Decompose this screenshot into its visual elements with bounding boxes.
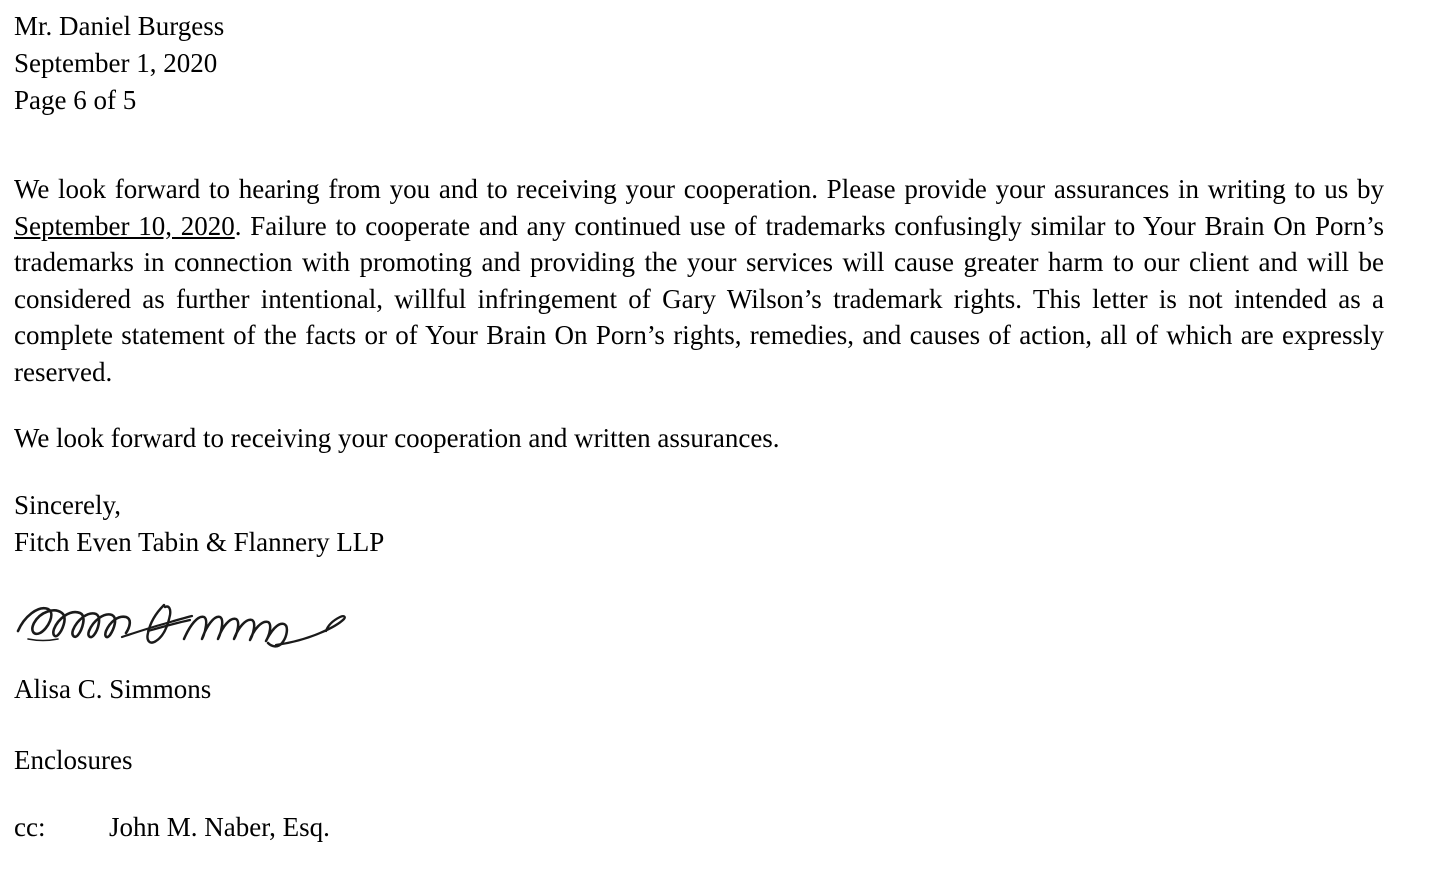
cc-recipient: John M. Naber, Esq.	[109, 811, 330, 842]
paragraph-assurances-part-2: . Failure to cooperate and any continued use of trademarks confusingly similar to Your Brain On Porn’s trademarks in connection with promoting and providing the your services will cause greater harm to our client and will be considered as further intentional, willful infringement of Gary Wilson’s trademark rights. This letter is not intended as a complete statement of the facts or of Your Brain On Porn’s rights, remedies, and causes of action, all of which are expressly reserved.	[14, 210, 1384, 387]
signature-block	[14, 587, 1384, 671]
cc-row	[14, 809, 1384, 846]
closing-salutation: Sincerely,	[14, 489, 121, 520]
deadline-date: September 10, 2020	[14, 210, 235, 241]
cc-label: cc:	[14, 811, 46, 842]
signature-image	[14, 587, 374, 657]
enclosures-label: Enclosures	[14, 744, 133, 775]
spacer-before-cc	[14, 779, 1384, 809]
closing-firm-name: Fitch Even Tabin & Flannery LLP	[14, 526, 385, 557]
paragraph-closing-request: We look forward to receiving your cooperation and written assurances.	[14, 423, 780, 453]
signer-name: Alisa C. Simmons	[14, 673, 212, 704]
spacer-before-closing	[14, 457, 1384, 487]
letter-content	[14, 8, 1384, 846]
letter-date: September 1, 2020	[14, 48, 218, 78]
paragraph-assurances	[14, 171, 1384, 390]
page-number: Page 6 of 5	[14, 85, 137, 115]
spacer-before-enclosures	[14, 708, 1384, 742]
spacer-between-paragraphs	[14, 390, 1384, 420]
spacer-after-header	[14, 119, 1384, 171]
recipient-name: Mr. Daniel Burgess	[14, 11, 225, 41]
paragraph-assurances-part-1: We look forward to hearing from you and to receiving your cooperation. Please provide your assurances in writing to us by	[14, 174, 1384, 204]
